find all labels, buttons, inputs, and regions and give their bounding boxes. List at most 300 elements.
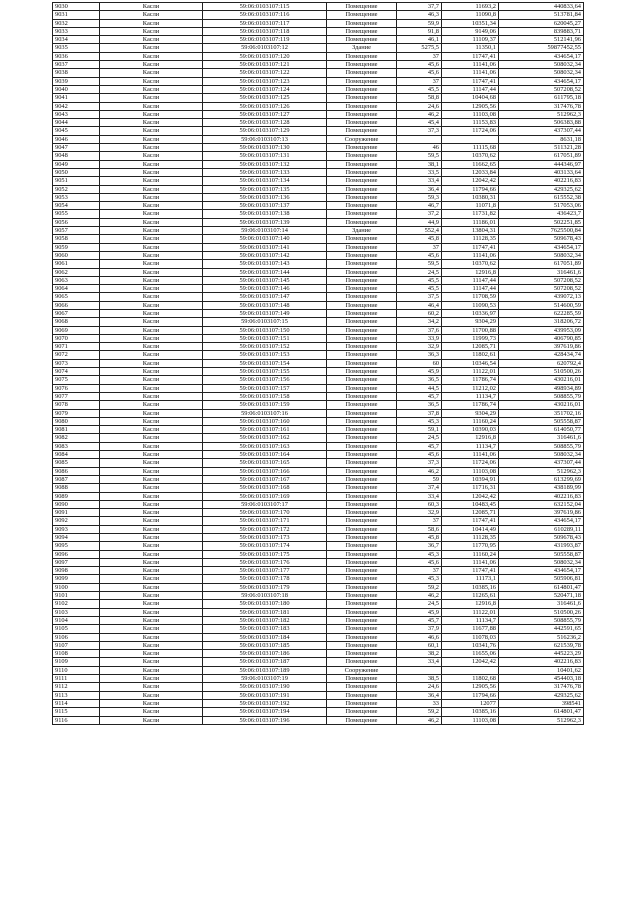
unit-value-cell: 11134,7: [442, 392, 499, 400]
object-type-cell: Помещение: [327, 19, 397, 27]
cadastral-number-cell: 59:06:0103107:174: [203, 542, 327, 550]
cadastral-number-cell: 59:06:0103107:192: [203, 699, 327, 707]
city-cell: Касли: [100, 542, 203, 550]
row-number: 9077: [53, 392, 100, 400]
city-cell: Касли: [100, 227, 203, 235]
city-cell: Касли: [100, 616, 203, 624]
row-number: 9116: [53, 716, 100, 724]
cadastral-value-cell: 505906,81: [499, 575, 584, 583]
area-cell: [397, 666, 442, 674]
table-row: [53, 542, 584, 550]
table-row: [53, 135, 584, 143]
area-cell: 45,9: [397, 608, 442, 616]
object-type-cell: Помещение: [327, 459, 397, 467]
table-row: [53, 426, 584, 434]
cadastral-value-cell: 508855,79: [499, 442, 584, 450]
unit-value-cell: 11147,44: [442, 285, 499, 293]
cadastral-value-cell: 434654,17: [499, 77, 584, 85]
unit-value-cell: 11141,06: [442, 69, 499, 77]
city-cell: Касли: [100, 683, 203, 691]
object-type-cell: Помещение: [327, 517, 397, 525]
area-cell: 45,3: [397, 575, 442, 583]
row-number: 9083: [53, 442, 100, 450]
cadastral-number-cell: 59:06:0103107:115: [203, 3, 327, 11]
city-cell: Касли: [100, 276, 203, 284]
cadastral-value-cell: 508032,34: [499, 251, 584, 259]
city-cell: Касли: [100, 575, 203, 583]
unit-value-cell: 12042,42: [442, 658, 499, 666]
cadastral-number-cell: 59:06:0103107:129: [203, 127, 327, 135]
city-cell: Касли: [100, 251, 203, 259]
unit-value-cell: 10404,68: [442, 94, 499, 102]
unit-value-cell: 11103,08: [442, 716, 499, 724]
unit-value-cell: 11747,41: [442, 77, 499, 85]
cadastral-number-cell: 59:06:0103107:162: [203, 434, 327, 442]
row-number: 9034: [53, 36, 100, 44]
table-row: [53, 52, 584, 60]
cadastral-number-cell: 59:06:0103107:133: [203, 168, 327, 176]
area-cell: 45,7: [397, 392, 442, 400]
cadastral-number-cell: 59:06:0103107:189: [203, 666, 327, 674]
unit-value-cell: 11655,06: [442, 650, 499, 658]
city-cell: Касли: [100, 11, 203, 19]
object-type-cell: Помещение: [327, 384, 397, 392]
area-cell: 38,5: [397, 675, 442, 683]
table-row: [53, 177, 584, 185]
object-type-cell: Помещение: [327, 268, 397, 276]
unit-value-cell: 11122,01: [442, 608, 499, 616]
area-cell: 33,4: [397, 177, 442, 185]
table-row: [53, 401, 584, 409]
area-cell: 45,8: [397, 235, 442, 243]
unit-value-cell: 11078,03: [442, 633, 499, 641]
object-type-cell: Помещение: [327, 343, 397, 351]
cadastral-value-cell: 8631,18: [499, 135, 584, 143]
unit-value-cell: 11212,02: [442, 384, 499, 392]
city-cell: Касли: [100, 210, 203, 218]
object-type-cell: Помещение: [327, 351, 397, 359]
unit-value-cell: 11128,35: [442, 534, 499, 542]
city-cell: Касли: [100, 467, 203, 475]
row-number: 9109: [53, 658, 100, 666]
table-row: [53, 467, 584, 475]
cadastral-number-cell: 59:06:0103107:145: [203, 276, 327, 284]
cadastral-number-cell: 59:06:0103107:128: [203, 119, 327, 127]
row-number: 9100: [53, 583, 100, 591]
city-cell: Касли: [100, 691, 203, 699]
row-number: 9114: [53, 699, 100, 707]
cadastral-number-cell: 59:06:0103107:176: [203, 558, 327, 566]
cadastral-number-cell: 59:06:0103107:156: [203, 376, 327, 384]
cadastral-value-cell: 434654,17: [499, 567, 584, 575]
table-row: [53, 285, 584, 293]
table-row: [53, 376, 584, 384]
cadastral-value-cell: 610289,11: [499, 525, 584, 533]
cadastral-number-cell: 59:06:0103107:15: [203, 318, 327, 326]
table-row: [53, 11, 584, 19]
cadastral-number-cell: 59:06:0103107:155: [203, 368, 327, 376]
object-type-cell: Помещение: [327, 160, 397, 168]
cadastral-number-cell: 59:06:0103107:166: [203, 467, 327, 475]
area-cell: 36,4: [397, 185, 442, 193]
area-cell: 36,5: [397, 376, 442, 384]
area-cell: 45,8: [397, 534, 442, 542]
table-row: [53, 318, 584, 326]
cadastral-number-cell: 59:06:0103107:194: [203, 708, 327, 716]
cadastral-value-cell: 509678,43: [499, 235, 584, 243]
row-number: 9030: [53, 3, 100, 11]
cadastral-value-cell: 510500,26: [499, 608, 584, 616]
area-cell: 38,1: [397, 160, 442, 168]
unit-value-cell: 11141,06: [442, 251, 499, 259]
row-number: 9112: [53, 683, 100, 691]
cadastral-number-cell: 59:06:0103107:165: [203, 459, 327, 467]
object-type-cell: Помещение: [327, 583, 397, 591]
cadastral-value-cell: 517053,06: [499, 202, 584, 210]
city-cell: Касли: [100, 708, 203, 716]
city-cell: Касли: [100, 650, 203, 658]
cadastral-value-cell: 430216,01: [499, 401, 584, 409]
unit-value-cell: 11160,24: [442, 417, 499, 425]
cadastral-number-cell: 59:06:0103107:164: [203, 451, 327, 459]
city-cell: Касли: [100, 525, 203, 533]
cadastral-value-cell: 439953,09: [499, 326, 584, 334]
area-cell: 32,9: [397, 343, 442, 351]
area-cell: [397, 135, 442, 143]
cadastral-value-cell: 516236,2: [499, 633, 584, 641]
row-number: 9113: [53, 691, 100, 699]
area-cell: 59,1: [397, 426, 442, 434]
object-type-cell: Помещение: [327, 61, 397, 69]
cadastral-number-cell: 59:06:0103107:142: [203, 251, 327, 259]
unit-value-cell: 11716,31: [442, 484, 499, 492]
city-cell: Касли: [100, 85, 203, 93]
cadastral-table: [52, 2, 584, 725]
object-type-cell: Помещение: [327, 260, 397, 268]
city-cell: Касли: [100, 359, 203, 367]
cadastral-value-cell: 508032,34: [499, 558, 584, 566]
cadastral-number-cell: 59:06:0103107:121: [203, 61, 327, 69]
unit-value-cell: 11122,01: [442, 368, 499, 376]
table-row: [53, 517, 584, 525]
table-row: [53, 102, 584, 110]
unit-value-cell: 11134,7: [442, 442, 499, 450]
row-number: 9062: [53, 268, 100, 276]
cadastral-value-cell: 509678,43: [499, 534, 584, 542]
object-type-cell: Помещение: [327, 616, 397, 624]
cadastral-value-cell: 613299,69: [499, 475, 584, 483]
city-cell: Касли: [100, 119, 203, 127]
cadastral-value-cell: 621539,78: [499, 641, 584, 649]
unit-value-cell: 11677,88: [442, 625, 499, 633]
city-cell: Касли: [100, 110, 203, 118]
table-row: [53, 359, 584, 367]
area-cell: 45,5: [397, 85, 442, 93]
area-cell: 37: [397, 243, 442, 251]
cadastral-number-cell: 59:06:0103107:153: [203, 351, 327, 359]
unit-value-cell: 10346,54: [442, 359, 499, 367]
cadastral-number-cell: 59:06:0103107:18: [203, 592, 327, 600]
cadastral-value-cell: 512962,3: [499, 110, 584, 118]
row-number: 9052: [53, 185, 100, 193]
object-type-cell: Помещение: [327, 326, 397, 334]
table-row: [53, 69, 584, 77]
cadastral-value-cell: 434654,17: [499, 243, 584, 251]
area-cell: 45,6: [397, 69, 442, 77]
area-cell: 59,5: [397, 152, 442, 160]
cadastral-number-cell: 59:06:0103107:117: [203, 19, 327, 27]
area-cell: 36,4: [397, 691, 442, 699]
city-cell: Касли: [100, 534, 203, 542]
cadastral-value-cell: 512141,96: [499, 36, 584, 44]
cadastral-value-cell: 59877452,55: [499, 44, 584, 52]
row-number: 9060: [53, 251, 100, 259]
city-cell: Касли: [100, 459, 203, 467]
row-number: 9070: [53, 334, 100, 342]
area-cell: 45,7: [397, 616, 442, 624]
city-cell: Касли: [100, 218, 203, 226]
cadastral-value-cell: 403133,64: [499, 168, 584, 176]
area-cell: 46,4: [397, 301, 442, 309]
object-type-cell: Помещение: [327, 708, 397, 716]
object-type-cell: Помещение: [327, 401, 397, 409]
cadastral-value-cell: 611795,18: [499, 94, 584, 102]
row-number: 9087: [53, 475, 100, 483]
city-cell: Касли: [100, 3, 203, 11]
table-row: [53, 509, 584, 517]
unit-value-cell: 11173,1: [442, 575, 499, 583]
area-cell: 59,2: [397, 583, 442, 591]
cadastral-value-cell: 614801,47: [499, 708, 584, 716]
object-type-cell: Помещение: [327, 558, 397, 566]
object-type-cell: Помещение: [327, 417, 397, 425]
city-cell: Касли: [100, 19, 203, 27]
object-type-cell: Помещение: [327, 368, 397, 376]
table-row: [53, 658, 584, 666]
city-cell: Касли: [100, 61, 203, 69]
object-type-cell: Помещение: [327, 36, 397, 44]
table-row: [53, 484, 584, 492]
cadastral-value-cell: 398541: [499, 699, 584, 707]
unit-value-cell: 11128,35: [442, 235, 499, 243]
area-cell: 5275,5: [397, 44, 442, 52]
area-cell: 59,2: [397, 708, 442, 716]
table-row: [53, 492, 584, 500]
object-type-cell: Помещение: [327, 3, 397, 11]
city-cell: Касли: [100, 94, 203, 102]
cadastral-value-cell: 617051,89: [499, 260, 584, 268]
city-cell: Касли: [100, 417, 203, 425]
row-number: 9055: [53, 210, 100, 218]
cadastral-value-cell: 316461,6: [499, 434, 584, 442]
unit-value-cell: 12077: [442, 699, 499, 707]
row-number: 9075: [53, 376, 100, 384]
city-cell: Касли: [100, 193, 203, 201]
area-cell: 36,3: [397, 351, 442, 359]
object-type-cell: Помещение: [327, 85, 397, 93]
table-row: [53, 434, 584, 442]
object-type-cell: Помещение: [327, 285, 397, 293]
table-row: [53, 558, 584, 566]
table-row: [53, 500, 584, 508]
city-cell: Касли: [100, 268, 203, 276]
area-cell: 37,3: [397, 459, 442, 467]
cadastral-number-cell: 59:06:0103107:118: [203, 27, 327, 35]
table-row: [53, 625, 584, 633]
area-cell: 38,2: [397, 650, 442, 658]
row-number: 9043: [53, 110, 100, 118]
area-cell: 59: [397, 475, 442, 483]
area-cell: 45,7: [397, 442, 442, 450]
row-number: 9031: [53, 11, 100, 19]
table-row: [53, 567, 584, 575]
unit-value-cell: 10351,34: [442, 19, 499, 27]
row-number: 9098: [53, 567, 100, 575]
table-row: [53, 36, 584, 44]
area-cell: 36,7: [397, 542, 442, 550]
row-number: 9093: [53, 525, 100, 533]
row-number: 9097: [53, 558, 100, 566]
area-cell: 59,9: [397, 19, 442, 27]
table-row: [53, 61, 584, 69]
object-type-cell: Помещение: [327, 251, 397, 259]
cadastral-number-cell: 59:06:0103107:140: [203, 235, 327, 243]
area-cell: 45,4: [397, 119, 442, 127]
cadastral-number-cell: 59:06:0103107:161: [203, 426, 327, 434]
city-cell: Касли: [100, 434, 203, 442]
document-page: [52, 2, 583, 725]
cadastral-value-cell: 438189,99: [499, 484, 584, 492]
cadastral-number-cell: 59:06:0103107:125: [203, 94, 327, 102]
unit-value-cell: 12085,71: [442, 343, 499, 351]
table-row: [53, 293, 584, 301]
table-row: [53, 550, 584, 558]
row-number: 9103: [53, 608, 100, 616]
object-type-cell: Помещение: [327, 675, 397, 683]
table-row: [53, 459, 584, 467]
cadastral-value-cell: 502251,85: [499, 218, 584, 226]
cadastral-value-cell: 431993,87: [499, 542, 584, 550]
city-cell: Касли: [100, 77, 203, 85]
cadastral-value-cell: 508032,34: [499, 69, 584, 77]
area-cell: 46,1: [397, 36, 442, 44]
cadastral-number-cell: 59:06:0103107:160: [203, 417, 327, 425]
area-cell: 37,8: [397, 409, 442, 417]
object-type-cell: Помещение: [327, 276, 397, 284]
city-cell: Касли: [100, 301, 203, 309]
object-type-cell: Помещение: [327, 318, 397, 326]
table-row: [53, 85, 584, 93]
unit-value-cell: 11160,24: [442, 550, 499, 558]
area-cell: 59,3: [397, 193, 442, 201]
cadastral-number-cell: 59:06:0103107:167: [203, 475, 327, 483]
cadastral-value-cell: 434654,17: [499, 52, 584, 60]
object-type-cell: Помещение: [327, 127, 397, 135]
unit-value-cell: 11115,68: [442, 144, 499, 152]
cadastral-value-cell: 402216,83: [499, 658, 584, 666]
city-cell: Касли: [100, 293, 203, 301]
city-cell: Касли: [100, 127, 203, 135]
area-cell: 46,2: [397, 716, 442, 724]
area-cell: 33: [397, 699, 442, 707]
cadastral-number-cell: 59:06:0103107:139: [203, 218, 327, 226]
cadastral-number-cell: 59:06:0103107:178: [203, 575, 327, 583]
city-cell: Касли: [100, 202, 203, 210]
object-type-cell: Помещение: [327, 608, 397, 616]
cadastral-number-cell: 59:06:0103107:14: [203, 227, 327, 235]
city-cell: Касли: [100, 625, 203, 633]
row-number: 9095: [53, 542, 100, 550]
cadastral-value-cell: 397619,86: [499, 343, 584, 351]
object-type-cell: Помещение: [327, 210, 397, 218]
row-number: 9068: [53, 318, 100, 326]
row-number: 9108: [53, 650, 100, 658]
city-cell: Касли: [100, 608, 203, 616]
cadastral-value-cell: 505558,87: [499, 417, 584, 425]
cadastral-value-cell: 512962,3: [499, 716, 584, 724]
unit-value-cell: 12033,84: [442, 168, 499, 176]
cadastral-number-cell: 59:06:0103107:130: [203, 144, 327, 152]
cadastral-value-cell: 620045,27: [499, 19, 584, 27]
table-row: [53, 326, 584, 334]
area-cell: 45,5: [397, 285, 442, 293]
cadastral-value-cell: 439072,13: [499, 293, 584, 301]
table-row: [53, 592, 584, 600]
city-cell: Касли: [100, 243, 203, 251]
row-number: 9104: [53, 616, 100, 624]
cadastral-number-cell: 59:06:0103107:183: [203, 625, 327, 633]
table-row: [53, 633, 584, 641]
object-type-cell: Помещение: [327, 152, 397, 160]
area-cell: 37,4: [397, 484, 442, 492]
area-cell: 24,5: [397, 434, 442, 442]
cadastral-value-cell: 508032,34: [499, 61, 584, 69]
unit-value-cell: 11265,61: [442, 592, 499, 600]
unit-value-cell: 11747,41: [442, 52, 499, 60]
city-cell: Касли: [100, 592, 203, 600]
unit-value-cell: 10414,49: [442, 525, 499, 533]
object-type-cell: Помещение: [327, 185, 397, 193]
city-cell: Касли: [100, 558, 203, 566]
table-row: [53, 368, 584, 376]
table-row: [53, 392, 584, 400]
cadastral-value-cell: 430216,01: [499, 376, 584, 384]
unit-value-cell: 12042,42: [442, 177, 499, 185]
object-type-cell: Помещение: [327, 193, 397, 201]
unit-value-cell: 9304,29: [442, 409, 499, 417]
unit-value-cell: 11794,66: [442, 185, 499, 193]
table-row: [53, 608, 584, 616]
cadastral-number-cell: 59:06:0103107:126: [203, 102, 327, 110]
city-cell: Касли: [100, 484, 203, 492]
object-type-cell: Помещение: [327, 592, 397, 600]
table-row: [53, 699, 584, 707]
cadastral-number-cell: 59:06:0103107:12: [203, 44, 327, 52]
unit-value-cell: 10336,97: [442, 309, 499, 317]
row-number: 9046: [53, 135, 100, 143]
city-cell: Касли: [100, 641, 203, 649]
cadastral-number-cell: 59:06:0103107:131: [203, 152, 327, 160]
cadastral-value-cell: 615552,38: [499, 193, 584, 201]
row-number: 9033: [53, 27, 100, 35]
object-type-cell: Помещение: [327, 168, 397, 176]
cadastral-value-cell: 498934,89: [499, 384, 584, 392]
row-number: 9036: [53, 52, 100, 60]
area-cell: 45,5: [397, 276, 442, 284]
city-cell: Касли: [100, 517, 203, 525]
city-cell: Касли: [100, 699, 203, 707]
object-type-cell: Здание: [327, 227, 397, 235]
